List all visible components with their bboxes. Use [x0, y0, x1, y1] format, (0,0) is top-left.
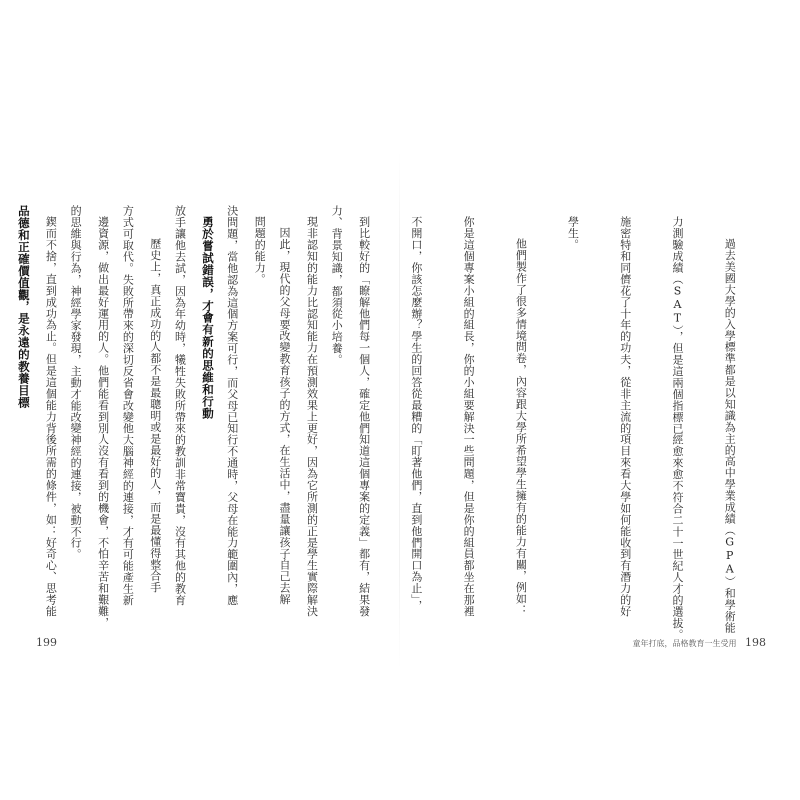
body-line: 問題的能力。	[253, 216, 267, 285]
body-line: 學生。	[566, 216, 580, 251]
body-line: 方式可取代。失敗所帶來的深切反省會改變他大腦神經的連接，才有可能產生新	[121, 205, 135, 606]
body-line: 放手讓他去試，因為年幼時，犧牲失敗所帶來的教訓非常寶貴，沒有其他的教育	[173, 205, 187, 606]
body-line: 力測驗成績（SAT），但是這兩個指標已經愈來愈不符合二十一世紀人才的選拔。	[670, 216, 684, 641]
body-line: 過去美國大學的入學標準都是以知識為主的高中學業成績（GPA）和學術能	[723, 238, 737, 634]
page-number	[36, 636, 57, 649]
body-line: 施密特和同儕花了十年的功夫，從非主流的項目來看大學如何能收到有潛力的好	[618, 216, 632, 617]
page-footer	[633, 636, 767, 649]
page-number-right: 198	[745, 636, 766, 649]
body-line: 不開口，你該怎麼辦？學生的回答從最糟的「盯著他們，直到他們開口為止」，	[409, 216, 423, 612]
body-line: 的思維與行為，神經學家發現，主動才能改變神經的連接，被動不行。	[69, 205, 83, 560]
body-line: 你是這個專案小組的組長，你的小組要解決一些問題，但是你的組員都坐在那裡	[462, 216, 476, 617]
body-line: 到比較好的「瞭解他們每一個人，確定他們知道這個專案的定義」都有，結果發	[357, 216, 371, 617]
body-line: 決問題，當他認為這個方案可行，而父母已知行不通時，父母在能力範圍內，應	[225, 205, 239, 606]
section-heading: 勇於嘗試錯誤，才會有新的思維和行動	[201, 216, 215, 420]
running-head: 童年打底，品格教育一生受用	[632, 639, 737, 648]
body-line: 因此，現代的父母要改變教育孩子的方式，在生活中，盡量讓孩子自己去解	[277, 227, 291, 605]
page-number-left: 199	[36, 636, 57, 649]
body-line: 邊資源，做出最好運用的人。他們能看到別人沒有看到的機會，不怕辛苦和艱難，	[96, 216, 110, 629]
body-line: 鍥而不捨，直到成功為止。但是這個能力背後所需的條件，如：好奇心、思考能	[44, 216, 58, 617]
section-heading: 品德和正確價值觀，是永遠的教養目標	[16, 205, 31, 409]
body-line: 他們製作了很多情境問卷，內容跟大學所希望學生擁有的能力有關，例如：	[514, 238, 528, 616]
body-line: 力、背景知識，都須從小培養。	[330, 205, 344, 366]
body-line: 現非認知的能力比認知能力在預測效果上更好，因為它所測的正是學生實際解決	[305, 216, 319, 617]
body-line: 歷史上，真正成功的人都不是最聰明或是最好的人，而是最懂得整合手	[148, 238, 162, 593]
